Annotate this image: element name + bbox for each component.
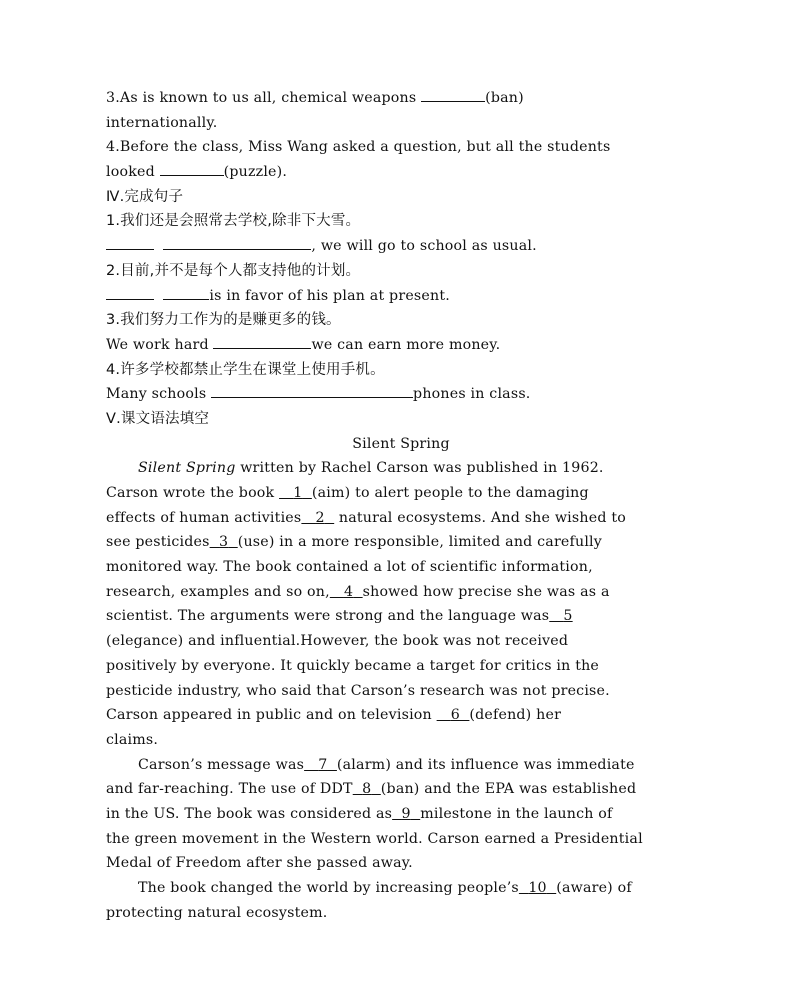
s1-text: , we will go to school as usual. (311, 238, 537, 255)
s3-text-b: we can earn more money. (311, 336, 501, 353)
passage-text: (use) in a more responsible, limited and carefully (237, 534, 603, 551)
passage-line (106, 802, 696, 827)
passage-text: effects of human activities (106, 509, 302, 526)
sentence-1-english (106, 234, 696, 259)
blank-6[interactable] (437, 707, 470, 723)
passage-line (106, 777, 696, 802)
passage-line: protecting natural ecosystem. (106, 904, 328, 921)
blank-number: 3 (219, 534, 229, 551)
passage-line: claims. (106, 731, 159, 748)
passage-text: scientist. The arguments were strong and the language was (106, 608, 550, 625)
passage-text: (aware) of (556, 880, 632, 896)
sentence-3-english (106, 333, 696, 358)
passage-text: (aim) to alert people to the damaging (311, 485, 589, 501)
passage-line: positively by everyone. It quickly became a target for critics in the (106, 657, 600, 674)
passage-text: Carson appeared in public and on television (106, 707, 437, 724)
s1-blank-2[interactable] (163, 234, 311, 250)
passage-line (106, 876, 696, 901)
s3-text-a: We work hard (106, 336, 214, 353)
passage-line: (elegance) and influential.However, the book was not received (106, 633, 569, 650)
s2-blank-1[interactable] (106, 284, 154, 300)
passage-line (106, 506, 696, 531)
question-3-cont (106, 111, 696, 136)
q3-text: 3.As is known to us all, chemical weapons (106, 90, 422, 106)
s4-text-a: Many schools (106, 386, 212, 403)
passage-line: Medal of Freedom after she passed away. (106, 855, 413, 872)
passage-text: (ban) and the EPA was established (380, 781, 637, 798)
passage-line (106, 530, 696, 555)
passage-text: written by Rachel Carson was published in 1962. (235, 460, 604, 477)
blank-2[interactable] (301, 510, 334, 526)
s4-blank[interactable] (211, 382, 413, 398)
passage-line: pesticide industry, who said that Carson’s research was not precise. (106, 682, 610, 699)
exercise-content (106, 86, 696, 925)
s3-blank[interactable] (213, 333, 311, 349)
passage-text: (defend) her (469, 707, 562, 724)
passage-line (106, 456, 696, 481)
q4-text: 4.Before the class, Miss Wang asked a question, but all the students (106, 139, 611, 156)
passage-text: Carson wrote the book (106, 485, 280, 501)
passage-text: (alarm) and its influence was immediate (336, 756, 635, 773)
question-3 (106, 86, 696, 111)
blank-1[interactable] (279, 485, 312, 501)
passage-title: Silent Spring (352, 435, 450, 452)
s1-blank-1[interactable] (106, 234, 154, 250)
section-4-heading: Ⅳ.完成句子 (106, 188, 184, 205)
blank-number: 7 (318, 756, 328, 773)
passage-text: milestone in the launch of (420, 805, 613, 822)
passage-text: see pesticides (106, 534, 210, 551)
passage-line (106, 604, 696, 629)
blank-9[interactable] (392, 806, 420, 822)
s2-blank-2[interactable] (163, 284, 209, 300)
question-4 (106, 135, 696, 160)
sentence-4-chinese: 4.许多学校都禁止学生在课堂上使用手机。 (106, 361, 385, 378)
book-title: Silent Spring (138, 460, 236, 477)
passage-line (106, 481, 696, 506)
q3-hint: (ban) (485, 90, 524, 106)
blank-8[interactable] (353, 781, 381, 797)
sentence-2-chinese: 2.目前,并不是每个人都支持他的计划。 (106, 262, 361, 279)
blank-4[interactable] (330, 584, 363, 600)
q4-blank[interactable] (160, 160, 224, 176)
passage-text: showed how precise she was as a (362, 583, 610, 600)
blank-7[interactable] (304, 757, 337, 773)
passage-text: natural ecosystems. And she wished to (334, 509, 626, 526)
section-5-heading: Ⅴ.课文语法填空 (106, 410, 210, 427)
blank-number: 1 (293, 485, 303, 501)
blank-number: 6 (450, 707, 460, 724)
passage-line (106, 753, 696, 778)
blank-10[interactable] (519, 880, 556, 896)
passage-text: and far-reaching. The use of DDT (106, 781, 353, 798)
passage-line: the green movement in the Western world. Carson earned a Presidential (106, 830, 643, 847)
passage-text: The book changed the world by increasing people’s (138, 880, 519, 896)
s2-text: is in favor of his plan at present. (209, 287, 450, 304)
blank-number: 9 (401, 805, 411, 822)
sentence-2-english (106, 284, 696, 309)
blank-number: 8 (362, 781, 372, 798)
blank-5[interactable] (549, 608, 572, 624)
sentence-3-chinese: 3.我们努力工作为的是赚更多的钱。 (106, 312, 341, 329)
sentence-4-english (106, 382, 696, 407)
passage-line (106, 703, 696, 728)
q3-text-cont: internationally. (106, 114, 218, 131)
blank-3[interactable] (210, 534, 238, 550)
passage-text: in the US. The book was considered as (106, 805, 393, 822)
s4-text-b: phones in class. (413, 386, 531, 403)
blank-number: 4 (343, 583, 354, 600)
passage-text: Carson’s message was (138, 756, 305, 773)
blank-number: 5 (563, 608, 573, 625)
blank-number: 10 (528, 880, 547, 896)
blank-number: 2 (315, 509, 325, 526)
sentence-1-chinese: 1.我们还是会照常去学校,除非下大雪。 (106, 213, 361, 230)
q4-text-cont: looked (106, 164, 160, 181)
q3-blank[interactable] (421, 86, 485, 102)
q4-hint: (puzzle). (223, 164, 288, 181)
passage-text: research, examples and so on, (106, 583, 330, 600)
passage-line (106, 580, 696, 605)
question-4-cont (106, 160, 696, 185)
passage-line: monitored way. The book contained a lot of scientific information, (106, 559, 593, 576)
